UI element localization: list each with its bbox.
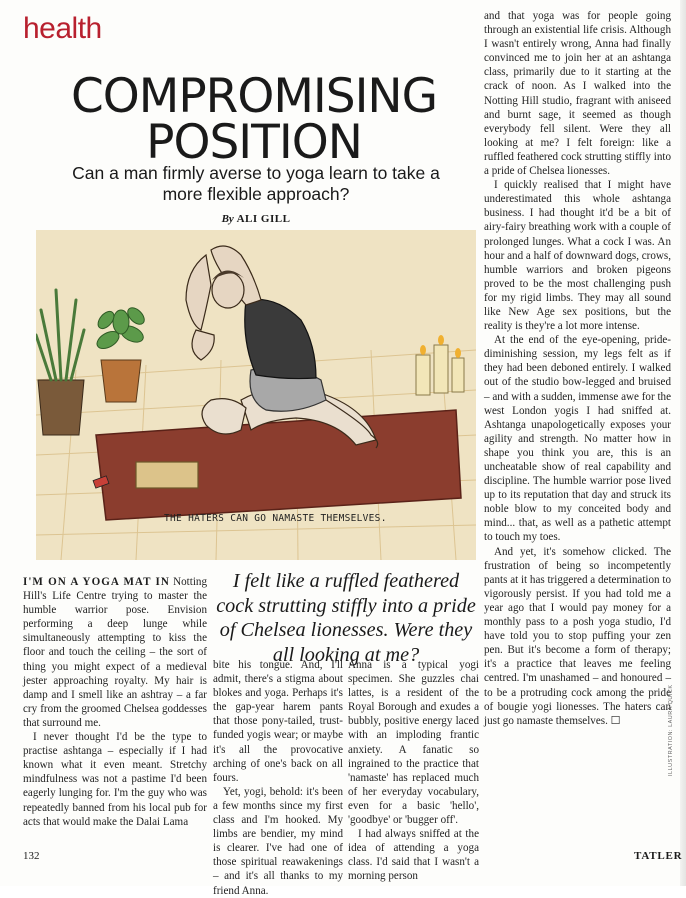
- pull-quote: I felt like a ruffled feathered cock strutting stiffly into a pride of Chelsea lionesses. Were they all looking at me?: [216, 570, 476, 666]
- standfirst: Can a man firmly averse to yoga learn to take a more flexible approach?: [72, 163, 440, 204]
- byline-author: ALI GILL: [236, 213, 291, 225]
- byline: [150, 213, 362, 225]
- illustration-caption: THE HATERS CAN GO NAMASTE THEMSELVES.: [164, 513, 387, 524]
- yoga-illustration: [36, 230, 476, 560]
- paragraph: I never thought I'd be the type to practise ashtanga – especially if I had known what it even meant. Stretchy mindfulness was not a pastime I'd been eagerly lunging for. I'm the guy who was repeatedly banned from his local pub for acts that would make the Dalai Lama: [23, 731, 207, 828]
- headline-line-1: COMPROMISING: [70, 69, 438, 124]
- body-column-1: [23, 575, 207, 829]
- section-label: health: [23, 12, 102, 45]
- body-column-3: [348, 658, 479, 884]
- paragraph: And yet, it's somehow clicked. The frustration of being so incompetently pants at it has triggered a determination to vigorously persist. If you had told me a year ago that I would pay money for a monthly pass to a posh yoga studio, I'd have told you to stop puffing your zen pen. But it's become a form of therapy; it's a practice that leaves me feeling centred. I'm unashamed – and honoured – to be a protruding cock among the pride of bougie yogi lionesses. The haters can just go namaste themselves. ☐: [484, 545, 671, 727]
- headline-line-2: POSITION: [146, 115, 362, 170]
- body-column-2: [213, 658, 343, 898]
- paragraph: and that yoga was for people going through an existential life crisis. Although I wasn't entirely wrong, Anna had finally convinced me to join her at an ashtanga class, primarily due to it starting at the crack of noon. As I walked into the Notting Hill studio, fragrant with aniseed and burnt sage, it seemed as though everybody fell silent. Were they all looking at me? I felt foreign: like a ruffled feathered cock strutting stiffly into a pride of Chelsea lionesses.: [484, 10, 671, 178]
- paragraph-text: Notting Hill's Life Centre trying to master the humble warrior pose. Envision performing a deep lunge while simultaneously attempting to kiss the floor and touch the ceiling – the sort of thing you might expect of a medieval jester approaching royalty. My hair is damp and I smell like an ashtray – a far cry from the groomed Chelsea goddesses that surround me.: [23, 576, 208, 729]
- paragraph: [23, 575, 207, 730]
- paragraph: I quickly realised that I might have underestimated this whole ashtanga business. I had thought it'd be a bit of airy-fairy breathing work with a couple of prolonged lunges. What a cock I was. An hour and a half of downward dogs, crows, humble warriors and broken pigeons proved to be the most challenging push for my rigid limbs. They may all sound like New Age sex positions, but the reality is they're a lot more intense.: [484, 179, 672, 333]
- page-edge: [680, 0, 686, 886]
- paragraph: bite his tongue. And, I'll admit, there's a stigma about blokes and yoga. Perhaps it's the gap-year harem pants that those pony-tailed, trust-funded yogis wear; or maybe it's all the provocative arching of one's back on all fours.: [213, 659, 343, 784]
- paragraph: I had always sniffed at the idea of attending a yoga class. I'd said that I wasn't a morning person: [348, 828, 479, 883]
- illustration-credit: ILLUSTRATION: LAURA QUICK: [668, 684, 674, 776]
- paragraph: At the end of the eye-opening, pride-diminishing session, my legs felt as if they had been deboned entirely. I walked out of the studio bow-legged and bruised – and with a sudden, immense awe for the west London yogis I had sniffed at. Ashtanga unapologetically exposes your agility and strength. No matter how in shape you think you are, this is an uncheatable show of real capability and discipline. The humble warrior pose lived up to its reputation that day and struck its noble blow to my conceited body and mind... that, as well as a pathetic attempt to touch my toes.: [484, 334, 672, 544]
- lead-in: I'M ON A YOGA MAT IN: [23, 576, 170, 588]
- body-column-4: [484, 9, 671, 728]
- byline-prefix: By: [221, 213, 234, 225]
- illustration-drawing: [36, 230, 476, 560]
- paragraph: Anna is a typical yogi specimen. She guzzles chai lattes, is a resident of the Royal Borough and exudes a bubbly, positive energy laced with an imploding frantic anxiety. A fanatic so ingrained to the practice that 'namaste' has replaced much of her everyday vocabulary, even for a basic 'hello', 'goodbye' or 'bugger off'.: [348, 659, 479, 827]
- page-number: 132: [23, 850, 40, 862]
- magazine-name: TATLER: [634, 850, 683, 862]
- paragraph: Yet, yogi, behold: it's been a few months since my first class and I'm hooked. My limbs are bendier, my mind is clearer. I've had one of those spiritual reawakenings – and it's all thanks to my friend Anna.: [213, 785, 343, 897]
